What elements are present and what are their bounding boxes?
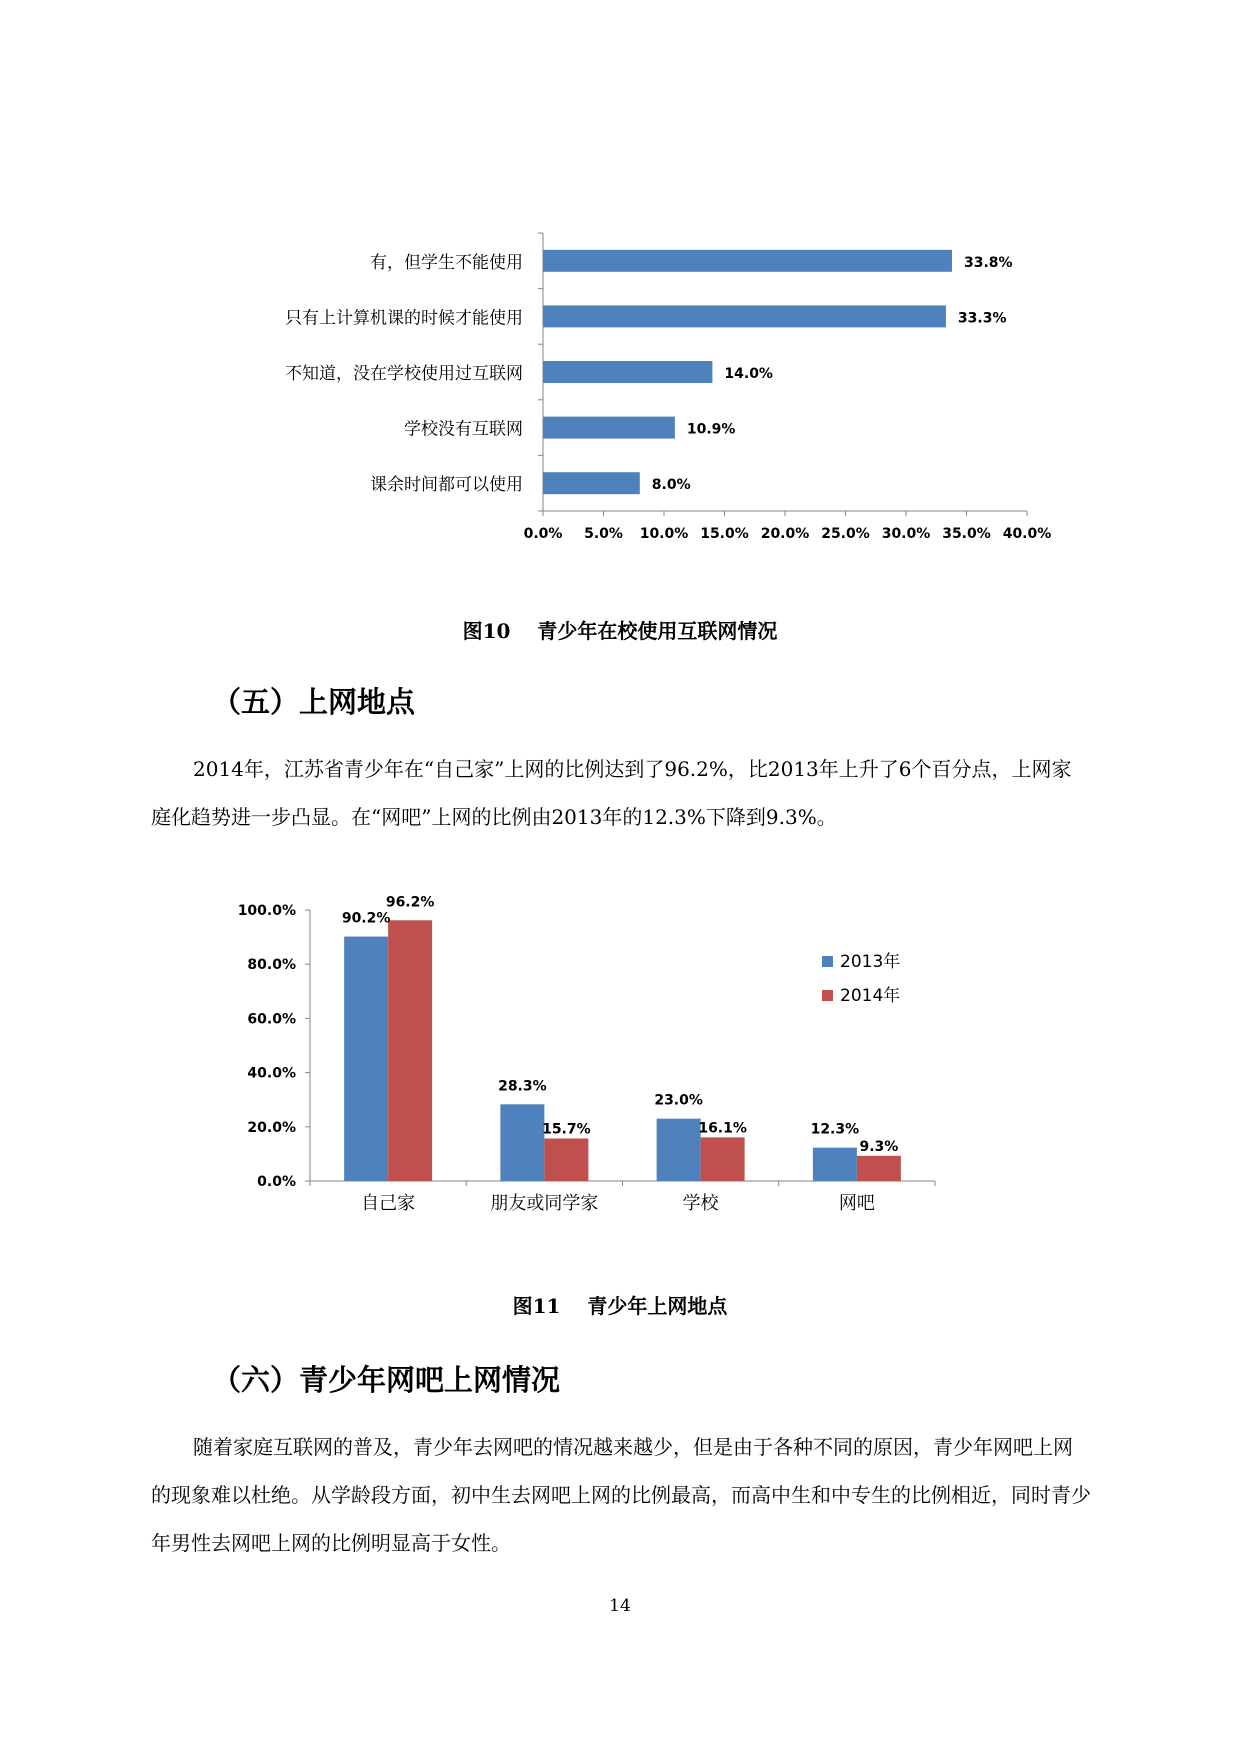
figure10-caption: 图10 青少年在校使用互联网情况 bbox=[462, 619, 778, 643]
data-label: 14.0% bbox=[724, 366, 773, 382]
y-tick-label: 40.0% bbox=[247, 1065, 296, 1082]
data-label: 15.7% bbox=[542, 1121, 591, 1138]
data-label: 8.0% bbox=[651, 477, 691, 494]
bar bbox=[543, 417, 675, 439]
section6-paragraph-text: 随着家庭互联网的普及，青少年去网吧的情况越来越少，但是由于各种不同的原因，青少年网吧上网的现象难以杜绝。从学龄段方面，初中生去网吧上网的比例最高，而高中生和中专生的比例相近，同时青少年男性去网吧上网的比例明显高于女性。 bbox=[151, 1435, 1091, 1555]
data-label: 10.9% bbox=[686, 421, 736, 438]
x-tick-label: 30.0% bbox=[881, 526, 931, 542]
bar bbox=[388, 920, 432, 1181]
legend-swatch bbox=[822, 956, 833, 967]
legend-swatch bbox=[822, 990, 833, 1001]
bar bbox=[543, 472, 640, 494]
category-label: 自己家 bbox=[361, 1193, 416, 1214]
data-label: 28.3% bbox=[498, 1078, 547, 1095]
y-tick-label: 100.0% bbox=[237, 903, 296, 919]
x-tick-label: 20.0% bbox=[760, 526, 810, 542]
y-tick-label: 0.0% bbox=[257, 1174, 296, 1190]
bar bbox=[543, 305, 946, 327]
x-tick-label: 10.0% bbox=[639, 526, 689, 542]
figure10-chart bbox=[0, 0, 1240, 580]
bar bbox=[543, 250, 952, 272]
y-tick-label: 20.0% bbox=[247, 1119, 296, 1136]
bar bbox=[857, 1156, 901, 1181]
figure11-chart bbox=[0, 880, 1240, 1240]
bar bbox=[500, 1104, 544, 1181]
section6-heading: （六）青少年网吧上网情况 bbox=[212, 1363, 561, 1397]
section6-paragraph bbox=[151, 1423, 1091, 1567]
bar bbox=[543, 361, 712, 383]
section5-heading: （五）上网地点 bbox=[212, 685, 416, 719]
bar bbox=[657, 1119, 701, 1181]
category-label: 网吧 bbox=[838, 1193, 875, 1214]
data-label: 90.2% bbox=[341, 910, 391, 927]
x-tick-label: 5.0% bbox=[584, 526, 623, 542]
figure11-caption: 图11 青少年上网地点 bbox=[512, 1294, 728, 1318]
data-label: 33.8% bbox=[963, 254, 1013, 271]
page-number: 14 bbox=[609, 1596, 631, 1616]
bar bbox=[813, 1148, 857, 1181]
category-label: 学校没有互联网 bbox=[404, 419, 523, 440]
x-tick-label: 40.0% bbox=[1002, 526, 1052, 542]
section5-paragraph-text: 2014年，江苏省青少年在“自己家”上网的比例达到了96.2%，比2013年上升了6个百分点，上网家庭化趋势进一步凸显。在“网吧”上网的比例由2013年的12.3%下降到9.3%。 bbox=[151, 757, 1072, 829]
y-tick-label: 60.0% bbox=[247, 1011, 296, 1028]
data-label: 33.3% bbox=[957, 310, 1007, 327]
category-label: 朋友或同学家 bbox=[490, 1193, 599, 1214]
data-label: 96.2% bbox=[385, 894, 435, 911]
bar bbox=[701, 1137, 745, 1181]
x-tick-label: 0.0% bbox=[523, 526, 563, 542]
data-label: 16.1% bbox=[698, 1120, 747, 1137]
section5-paragraph bbox=[151, 745, 1091, 841]
category-label: 只有上计算机课的时候才能使用 bbox=[285, 308, 523, 329]
data-label: 23.0% bbox=[654, 1092, 703, 1109]
figure10-labels bbox=[285, 253, 1051, 542]
legend-label: 2013年 bbox=[840, 952, 901, 972]
bar bbox=[544, 1138, 588, 1181]
y-tick-label: 80.0% bbox=[247, 957, 296, 974]
bar bbox=[344, 937, 388, 1181]
x-tick-label: 15.0% bbox=[700, 526, 749, 542]
legend-label: 2014年 bbox=[840, 986, 901, 1006]
data-label: 12.3% bbox=[810, 1121, 860, 1138]
category-label: 有，但学生不能使用 bbox=[370, 252, 523, 273]
x-tick-label: 35.0% bbox=[942, 526, 991, 542]
x-tick-label: 25.0% bbox=[821, 526, 870, 542]
figure11-legend bbox=[822, 951, 900, 1006]
category-label: 不知道，没在学校使用过互联网 bbox=[285, 364, 523, 384]
data-label: 9.3% bbox=[859, 1138, 899, 1155]
category-label: 课余时间都可以使用 bbox=[370, 475, 523, 496]
figure11-bars bbox=[344, 920, 901, 1181]
category-label: 学校 bbox=[682, 1193, 719, 1214]
